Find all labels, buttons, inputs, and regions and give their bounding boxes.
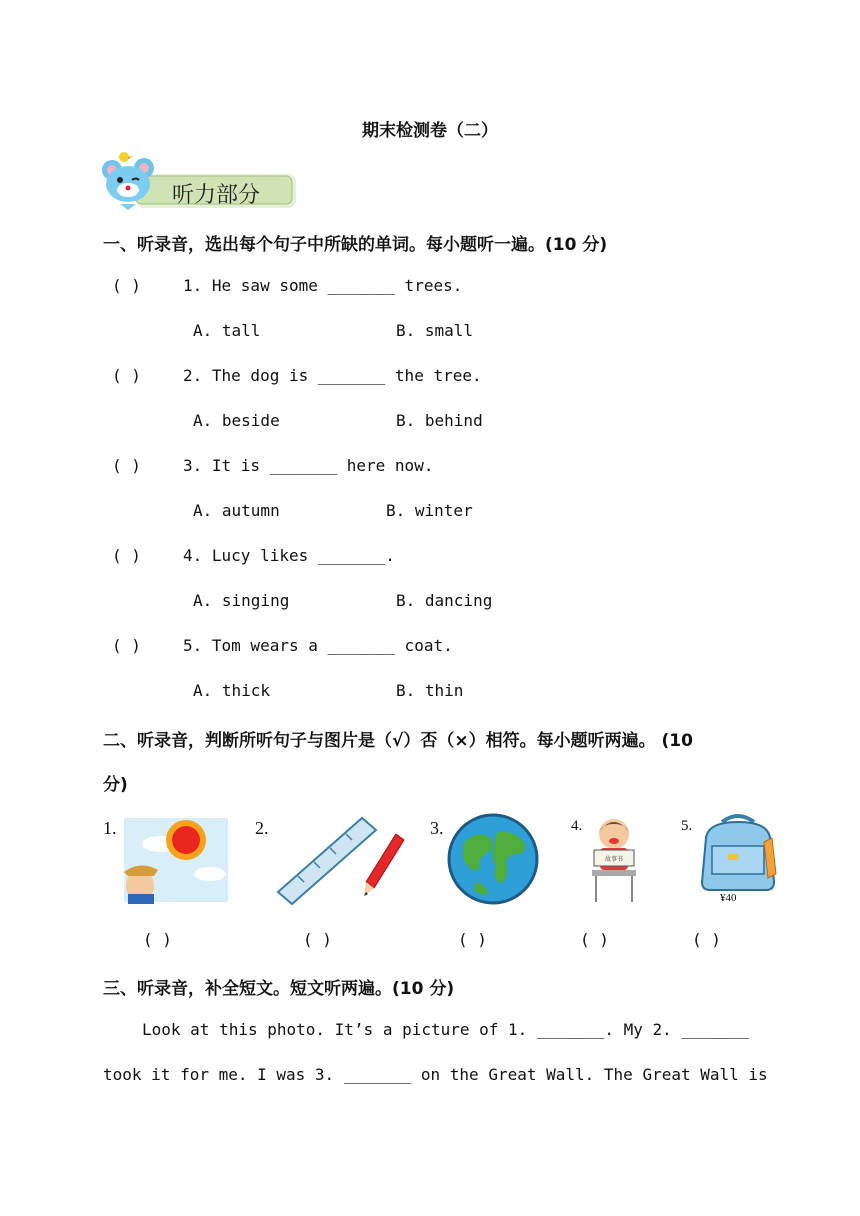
option-b: B. winter <box>386 501 473 520</box>
section-1-heading: 一、听录音，选出每个句子中所缺的单词。每小题听一遍。(10 分) <box>103 235 608 255</box>
price-label: ¥40 <box>720 892 737 904</box>
book-label: 故事书 <box>604 856 624 863</box>
page-title: 期末检测卷（二） <box>362 121 498 141</box>
question-stem: 4. Lucy likes _______. <box>183 546 395 565</box>
option-b: B. behind <box>396 411 483 430</box>
backpack-icon <box>692 812 782 904</box>
section-2-heading-cont: 分) <box>103 775 128 795</box>
picture-number: 4. <box>571 818 583 834</box>
listening-section-banner <box>100 152 300 212</box>
answer-blank[interactable]: ( ) <box>303 930 332 949</box>
answer-blank[interactable]: ( ) <box>580 930 609 949</box>
option-a: A. thick <box>193 681 271 700</box>
option-a: A. beside <box>193 411 280 430</box>
sun-boy-icon <box>100 814 228 904</box>
globe-icon <box>446 812 540 906</box>
passage-line-1: Look at this photo. It’s a picture of 1. _______. My 2. _______ <box>142 1020 749 1039</box>
section-3-heading: 三、听录音，补全短文。短文听两遍。(10 分) <box>103 979 455 999</box>
option-a: A. tall <box>193 321 261 340</box>
answer-blank[interactable]: ( ) <box>112 546 141 565</box>
question-stem: 2. The dog is _______ the tree. <box>183 366 482 385</box>
question-stem: 1. He saw some _______ trees. <box>183 276 463 295</box>
option-b: B. small <box>396 321 474 340</box>
answer-blank[interactable]: ( ) <box>112 636 141 655</box>
option-a: A. autumn <box>193 501 280 520</box>
ruler-pencil-icon <box>268 814 428 906</box>
picture-row <box>100 812 790 912</box>
option-b: B. thin <box>396 681 464 700</box>
passage-line-2: took it for me. I was 3. _______ on the Great Wall. The Great Wall is <box>103 1065 768 1084</box>
question-stem: 5. Tom wears a _______ coat. <box>183 636 453 655</box>
answer-blank[interactable]: ( ) <box>112 456 141 475</box>
option-b: B. dancing <box>396 591 493 610</box>
banner-label: 听力部分 <box>172 183 261 208</box>
answer-blank[interactable]: ( ) <box>112 276 141 295</box>
answer-blank[interactable]: ( ) <box>458 930 487 949</box>
answer-blank[interactable]: ( ) <box>112 366 141 385</box>
section-2-heading: 二、听录音，判断所听句子与图片是（√）否（×）相符。每小题听两遍。 (10 <box>103 731 693 751</box>
picture-number: 2. <box>255 818 269 838</box>
boy-reading-icon <box>584 814 644 906</box>
answer-blank[interactable]: ( ) <box>143 930 172 949</box>
option-a: A. singing <box>193 591 290 610</box>
picture-number: 5. <box>681 818 693 834</box>
picture-number: 3. <box>430 818 444 838</box>
question-stem: 3. It is _______ here now. <box>183 456 434 475</box>
answer-blank[interactable]: ( ) <box>692 930 721 949</box>
picture-number: 1. <box>103 818 117 838</box>
